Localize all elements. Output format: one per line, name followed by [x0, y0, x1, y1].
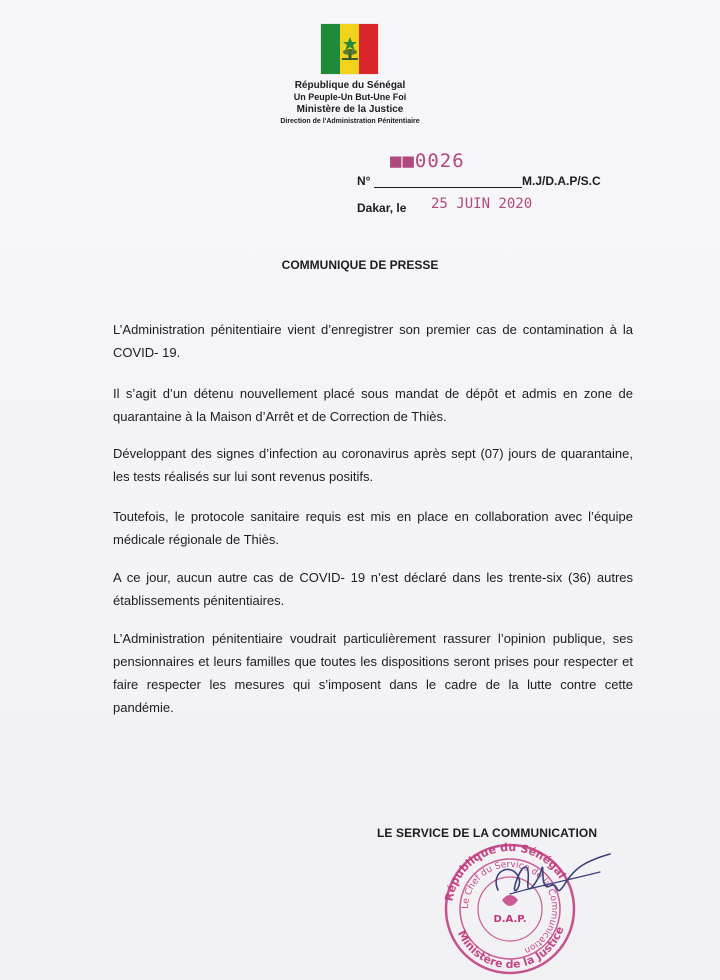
paragraph: L’Administration pénitentiaire vient d’enregistrer son premier cas de contamination à la COVID- 19.: [113, 322, 633, 360]
date-label: Dakar, le: [357, 201, 407, 215]
seal-outer-text: République du Sénégal: [442, 842, 569, 903]
document-title: COMMUNIQUE DE PRESSE: [281, 258, 439, 272]
paragraph: Toutefois, le protocole sanitaire requis est mis en place en collaboration avec l’équipe médicale régionale de Thiès.: [113, 509, 633, 547]
reference-prefix: N°: [357, 174, 371, 188]
signature-title: LE SERVICE DE LA COMMUNICATION: [377, 826, 598, 840]
reference-suffix: M.J/D.A.P/S.C: [522, 174, 601, 188]
reference-stamp-number: ■■0026: [390, 150, 465, 172]
handwritten-signature: [470, 842, 620, 922]
date-stamp: 25 JUIN 2020: [431, 196, 533, 212]
header-ministry: Ministère de la Justice: [296, 104, 404, 115]
seal-bottom-text: Ministère de la Justice: [455, 924, 567, 972]
seal-inner-text: Le Chef du Service de la Communication: [460, 859, 560, 956]
paragraph: L’Administration pénitentiaire voudrait particulièrement rassurer l’opinion publique, ses pensionnaires et leurs familles que toutes les dispositions seront prises pour respecter et faire respecter les mesures qui s’imposent dans le cadre de la lutte contre cette pandémie.: [113, 631, 633, 715]
baobab-lion-emblem-icon: [339, 36, 361, 62]
flag-green-band: [321, 24, 340, 74]
header-directorate: Direction de l'Administration Pénitentiaire: [280, 118, 420, 125]
seal-center-text: D.A.P.: [493, 914, 527, 925]
senegal-flag-logo: [321, 24, 378, 74]
flag-red-band: [359, 24, 378, 74]
header-motto: Un Peuple-Un But-Une Foi: [293, 92, 407, 102]
header-republic: République du Sénégal: [294, 80, 406, 91]
reference-underline: [374, 187, 522, 188]
paragraph: Développant des signes d’infection au coronavirus après sept (07) jours de quarantaine, les tests réalisés sur lui sont revenus positifs.: [113, 446, 633, 484]
paragraph: Il s’agit d’un détenu nouvellement placé sous mandat de dépôt et admis en zone de quarantaine à la Maison d’Arrêt et de Correction de Thiès.: [113, 386, 633, 424]
paragraph: A ce jour, aucun autre cas de COVID- 19 n’est déclaré dans les trente-six (36) autres établissements pénitentiaires.: [113, 570, 633, 608]
